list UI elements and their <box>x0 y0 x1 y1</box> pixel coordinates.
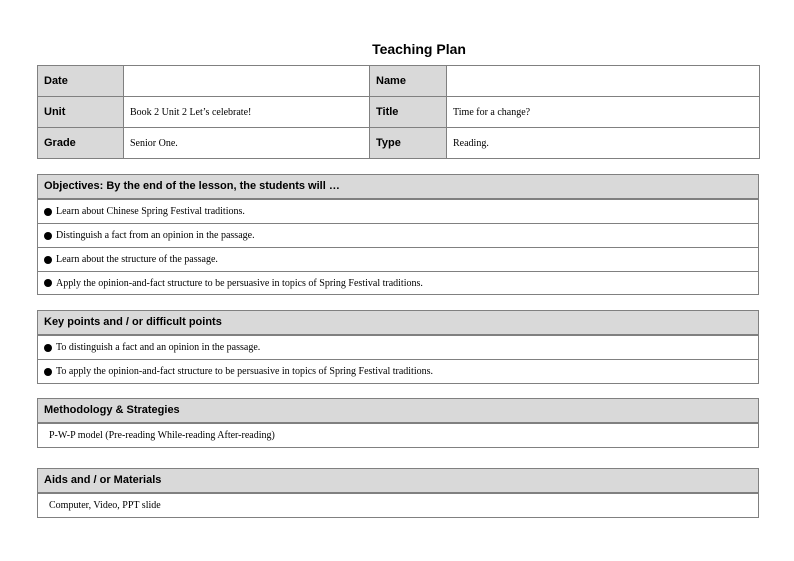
methodology-heading: Methodology & Strategies <box>38 399 758 423</box>
date-label: Date <box>38 66 124 97</box>
bullet-icon <box>44 279 52 287</box>
type-value: Reading. <box>447 128 760 159</box>
info-table <box>37 65 760 159</box>
grade-label: Grade <box>38 128 124 159</box>
list-item <box>38 335 758 359</box>
bullet-icon <box>44 232 52 240</box>
list-item <box>38 271 758 294</box>
title-label: Title <box>370 97 447 128</box>
keypoints-heading: Key points and / or difficult points <box>38 311 758 335</box>
aids-text: Computer, Video, PPT slide <box>38 493 758 517</box>
objectives-section <box>37 174 759 295</box>
aids-section <box>37 468 759 518</box>
keypoint-text: To distinguish a fact and an opinion in the passage. <box>56 342 261 353</box>
unit-label: Unit <box>38 97 124 128</box>
list-item <box>38 223 758 247</box>
grade-value: Senior One. <box>124 128 370 159</box>
methodology-section <box>37 398 759 448</box>
bullet-icon <box>44 256 52 264</box>
objective-text: Distinguish a fact from an opinion in the passage. <box>56 230 255 241</box>
name-value <box>447 66 760 97</box>
bullet-icon <box>44 208 52 216</box>
list-item <box>38 247 758 271</box>
keypoint-text: To apply the opinion-and-fact structure to be persuasive in topics of Spring Festival traditions. <box>56 366 433 377</box>
objective-text: Apply the opinion-and-fact structure to be persuasive in topics of Spring Festival traditions. <box>56 277 423 289</box>
title-value: Time for a change? <box>447 97 760 128</box>
name-label: Name <box>370 66 447 97</box>
type-label: Type <box>370 128 447 159</box>
date-value <box>124 66 370 97</box>
unit-value: Book 2 Unit 2 Let’s celebrate! <box>124 97 370 128</box>
bullet-icon <box>44 368 52 376</box>
objectives-heading: Objectives: By the end of the lesson, the students will … <box>38 175 758 199</box>
table-row <box>38 66 760 97</box>
table-row <box>38 128 760 159</box>
aids-heading: Aids and / or Materials <box>38 469 758 493</box>
bullet-icon <box>44 344 52 352</box>
keypoints-section <box>37 310 759 384</box>
objective-text: Learn about the structure of the passage. <box>56 254 218 265</box>
objective-text: Learn about Chinese Spring Festival traditions. <box>56 206 245 217</box>
methodology-text: P-W-P model (Pre-reading While-reading After-reading) <box>38 423 758 447</box>
table-row <box>38 97 760 128</box>
page-title: Teaching Plan <box>372 41 466 57</box>
list-item <box>38 359 758 383</box>
list-item <box>38 199 758 223</box>
